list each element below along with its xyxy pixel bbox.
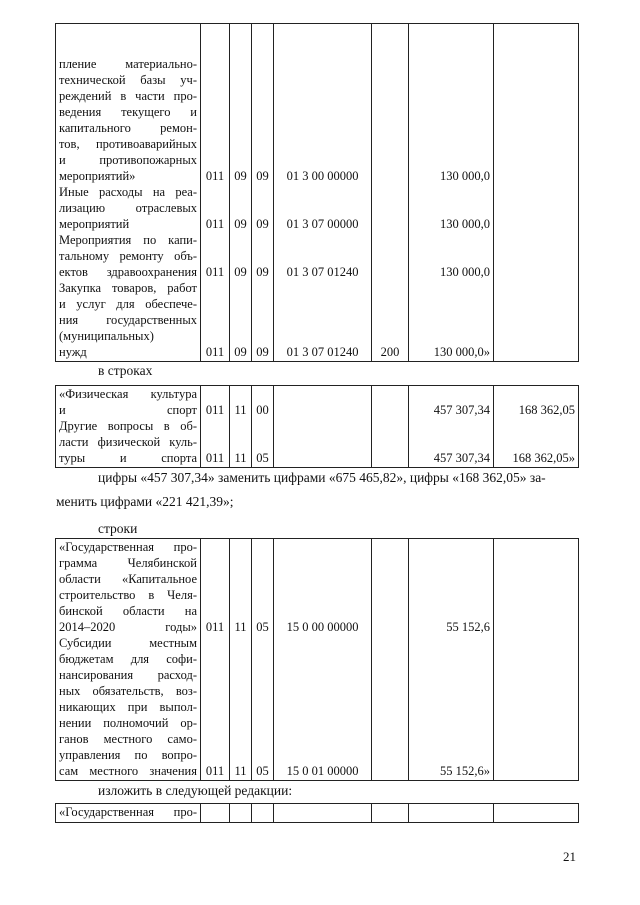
target-code	[277, 386, 368, 418]
name-column	[56, 24, 201, 362]
subsection-column	[252, 804, 274, 823]
section-code: 11	[234, 403, 247, 417]
subsection-column	[252, 386, 274, 468]
ministry-code: 011	[205, 265, 225, 279]
text-rows: строки	[98, 521, 138, 536]
amount-2	[497, 539, 575, 635]
ministry-code-column	[201, 386, 230, 468]
row-name: Иные расходы на реа- лизацию отраслевых мероприятий	[59, 185, 197, 231]
amount-2	[497, 24, 575, 184]
table-row	[56, 539, 579, 781]
table-row	[56, 386, 579, 468]
ministry-code-column	[201, 24, 230, 362]
expense-type	[375, 635, 405, 779]
subsection-code: 05	[256, 451, 269, 465]
expense-type-column	[372, 804, 409, 823]
expense-type	[375, 184, 405, 232]
expense-type	[375, 539, 405, 635]
ministry-code: 011	[205, 217, 225, 231]
table-row	[56, 804, 579, 823]
ministry-code: 011	[205, 169, 225, 183]
subsection-code: 05	[256, 764, 269, 778]
target-code: 01 3 07 01240	[286, 345, 359, 359]
subsection-code: 00	[256, 403, 269, 417]
target-code: 01 3 07 00000	[286, 217, 359, 231]
budget-table-1	[55, 23, 579, 362]
target-code: 15 0 01 00000	[286, 764, 359, 778]
row-name: «Физическая культура и спорт	[59, 387, 197, 417]
text-new-edition: изложить в следующей редакции:	[98, 783, 293, 798]
row-name: Мероприятия по капи- тальному ремонту объ- ектов здравоохранения	[59, 233, 197, 279]
row-name: «Государственная про-	[59, 805, 197, 819]
text-in-rows: в строках	[98, 363, 153, 378]
name-column	[56, 386, 201, 468]
ministry-code: 011	[205, 403, 225, 417]
amount: 130 000,0	[440, 265, 490, 279]
subsection-code: 09	[256, 345, 269, 359]
ministry-code-column	[201, 539, 230, 781]
row-name: Другие вопросы в об- ласти физической куль- туры и спорта	[59, 419, 197, 465]
section-column	[230, 539, 252, 781]
page-number: 21	[563, 849, 576, 864]
target-code: 15 0 00 00000	[286, 620, 359, 634]
text-replace-line-2: менить цифрами «221 421,39»;	[56, 494, 234, 509]
subsection-code: 09	[256, 217, 269, 231]
amount-column	[409, 804, 494, 823]
expense-type	[375, 24, 405, 184]
target-code: 01 3 00 00000	[286, 169, 359, 183]
target-code-column	[274, 24, 372, 362]
amount-column	[409, 539, 494, 781]
amount: 130 000,0	[440, 169, 490, 183]
amount-2	[497, 635, 575, 779]
section-code: 09	[234, 265, 247, 279]
section-code: 11	[234, 764, 247, 778]
section-column	[230, 386, 252, 468]
text-replace-line-1: цифры «457 307,34» заменить цифрами «675 465,82», цифры «168 362,05» за-	[98, 470, 546, 485]
subsection-code: 05	[256, 620, 269, 634]
amount: 55 152,6»	[440, 764, 490, 778]
expense-type	[375, 232, 405, 280]
target-code: 01 3 07 01240	[286, 265, 359, 279]
row-name: Закупка товаров, работ и услуг для обеспече- ния государственных (муниципальных) нужд	[59, 281, 197, 359]
amount-column	[409, 386, 494, 468]
amount: 130 000,0	[440, 217, 490, 231]
name-column	[56, 539, 201, 781]
row-name: «Государственная про- грамма Челябинской области «Капитальное строительство в Челя- бинской области на 2014–2020 годы»	[59, 540, 197, 634]
section-code: 09	[234, 169, 247, 183]
ministry-code: 011	[205, 345, 225, 359]
budget-table-3	[55, 538, 579, 781]
amount-2: 168 362,05»	[512, 451, 575, 465]
amount: 130 000,0»	[433, 345, 490, 359]
amount-2	[497, 184, 575, 232]
target-code-column	[274, 804, 372, 823]
amount: 457 307,34	[433, 403, 490, 417]
table-row	[56, 24, 579, 362]
ministry-code: 011	[205, 451, 225, 465]
expense-type-column	[372, 539, 409, 781]
amount-column	[409, 24, 494, 362]
subsection-code: 09	[256, 169, 269, 183]
ministry-code-column	[201, 804, 230, 823]
amount-2-column	[494, 804, 579, 823]
amount-2-column	[494, 24, 579, 362]
amount-2-column	[494, 386, 579, 468]
subsection-code: 09	[256, 265, 269, 279]
section-code: 11	[234, 451, 247, 465]
expense-type	[375, 386, 405, 418]
target-code-column	[274, 539, 372, 781]
amount: 55 152,6	[446, 620, 490, 634]
section-code: 09	[234, 217, 247, 231]
amount-2	[497, 280, 575, 360]
expense-type-column	[372, 386, 409, 468]
expense-type: 200	[380, 345, 400, 359]
amount: 457 307,34	[433, 451, 490, 465]
subsection-column	[252, 24, 274, 362]
section-column	[230, 804, 252, 823]
section-column	[230, 24, 252, 362]
ministry-code: 011	[205, 620, 225, 634]
amount-2-column	[494, 539, 579, 781]
section-code: 09	[234, 345, 247, 359]
ministry-code: 011	[205, 764, 225, 778]
expense-type	[375, 418, 405, 466]
name-column	[56, 804, 201, 823]
target-code-column	[274, 386, 372, 468]
row-name: пление материально- технической базы уч- реждений в части про- ведения текущего и капитального ремон- тов, противоаварийных и противопожарных мероприятий»	[59, 57, 197, 183]
budget-table-4	[55, 803, 579, 823]
amount-2	[497, 232, 575, 280]
subsection-column	[252, 539, 274, 781]
budget-table-2	[55, 385, 579, 468]
row-name: Субсидии местным бюджетам для софи- нансирования расход- ных обязательств, воз- никающих при выпол- нении полномочий ор- ганов местного само- управления по вопро- сам местного значения	[59, 636, 197, 778]
expense-type-column	[372, 24, 409, 362]
target-code	[277, 418, 368, 466]
amount-2: 168 362,05	[518, 403, 575, 417]
section-code: 11	[234, 620, 247, 634]
